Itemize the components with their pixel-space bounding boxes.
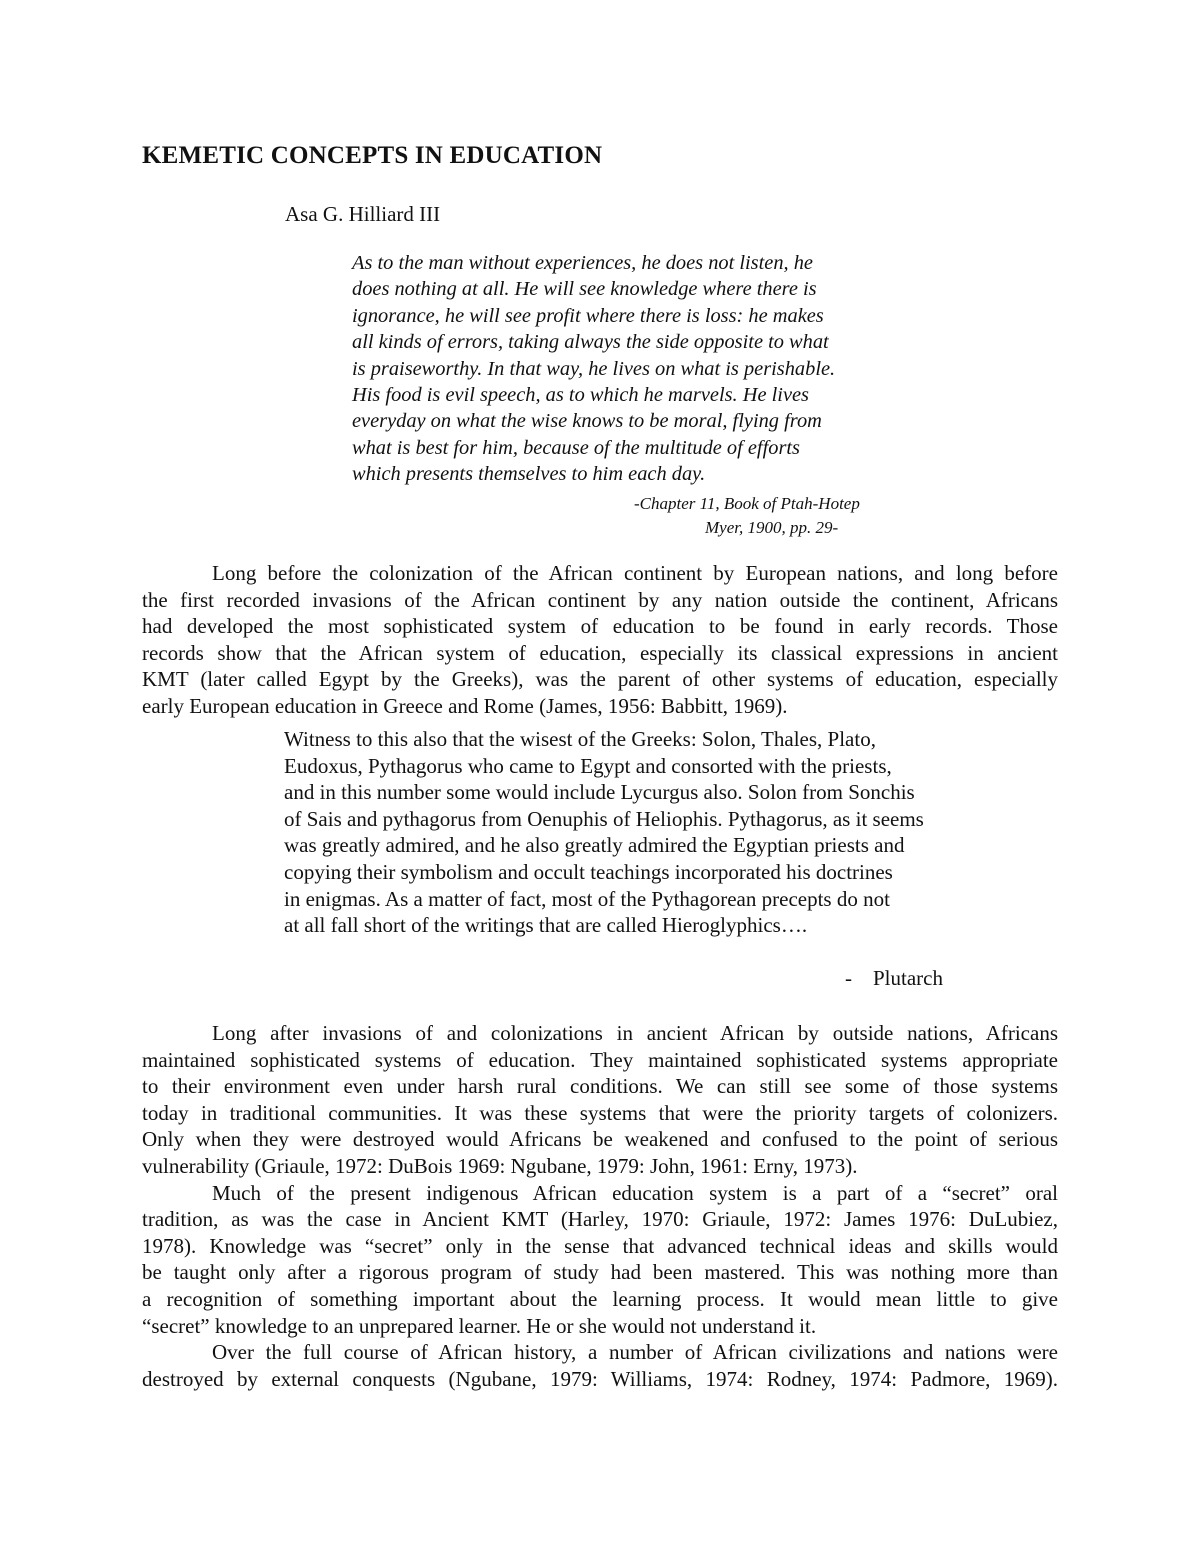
paragraph-line: 1978). Knowledge was “secret” only in the sense that advanced technical ideas and skills would [142, 1233, 1058, 1258]
epigraph-line: As to the man without experiences, he does not listen, he [352, 252, 813, 274]
epigraph-line: is praiseworthy. In that way, he lives on what is perishable. [352, 357, 836, 380]
paragraph-line: Only when they were destroyed would Africans be weakened and confused to the point of serious [142, 1127, 1058, 1152]
body-paragraphs-continued [142, 1020, 1058, 1392]
paragraph-line: the first recorded invasions of the African continent by any nation outside the continent, Africans [142, 587, 1058, 612]
paragraph-line: Much of the present indigenous African education system is a part of a “secret” oral [212, 1180, 1058, 1205]
paragraph-line: records show that the African system of education, especially its classical expressions in ancient [142, 640, 1058, 665]
epigraph-line: what is best for him, because of the multitude of efforts [352, 436, 800, 459]
quote-attribution: - Plutarch [845, 966, 943, 990]
paragraph-line: KMT (later called Egypt by the Greeks), was the parent of other systems of education, especially [142, 667, 1058, 692]
epigraph-citation-source: Myer, 1900, pp. 29- [705, 518, 839, 537]
paragraph-line: to their environment even under harsh rural conditions. We can still see some of those systems [142, 1074, 1058, 1099]
paragraph-line: a recognition of something important about the learning process. It would mean little to give [142, 1286, 1058, 1311]
paragraph-line: Over the full course of African history, a number of African civilizations and nations were [212, 1340, 1058, 1365]
document-title: KEMETIC CONCEPTS IN EDUCATION [142, 142, 603, 169]
epigraph [352, 250, 922, 488]
epigraph-line: His food is evil speech, as to which he marvels. He lives [352, 384, 809, 407]
block-quote [284, 726, 1004, 939]
paragraph-line: early European education in Greece and Rome (James, 1956: Babbitt, 1969). [142, 693, 788, 718]
quote-line: copying their symbolism and occult teachings incorporated his doctrines [284, 859, 893, 884]
paragraph-line: today in traditional communities. It was these systems that were the priority targets of colonizers. [142, 1100, 1058, 1125]
paragraph-line: maintained sophisticated systems of education. They maintained sophisticated systems appropriate [142, 1047, 1058, 1072]
quote-line: Eudoxus, Pythagorus who came to Egypt and consorted with the priests, [284, 753, 892, 778]
paragraph-line: Long before the colonization of the African continent by European nations, and long before [212, 561, 1058, 585]
quote-line: and in this number some would include Lycurgus also. Solon from Sonchis [284, 780, 915, 805]
paragraph-line: destroyed by external conquests (Ngubane, 1979: Williams, 1974: Rodney, 1974: Padmore, 1969). [142, 1366, 1058, 1391]
paragraph-line: “secret” knowledge to an unprepared learner. He or she would not understand it. [142, 1313, 817, 1338]
paragraph-line: tradition, as was the case in Ancient KMT (Harley, 1970: Griaule, 1972: James 1976: DuLubiez, [142, 1207, 1058, 1232]
quote-line: in enigmas. As a matter of fact, most of the Pythagorean precepts do not [284, 886, 890, 911]
paragraph-line: be taught only after a rigorous program of study had been mastered. This was nothing more than [142, 1260, 1058, 1285]
quote-line: was greatly admired, and he also greatly admired the Egyptian priests and [284, 833, 905, 858]
quote-line: of Sais and pythagorus from Oenuphis of Heliophis. Pythagorus, as it seems [284, 806, 924, 831]
epigraph-line: all kinds of errors, taking always the side opposite to what [352, 331, 829, 354]
epigraph-line: does nothing at all. He will see knowledge where there is [352, 278, 817, 301]
paragraph-line: vulnerability (Griaule, 1972: DuBois 1969: Ngubane, 1979: John, 1961: Erny, 1973). [142, 1153, 858, 1178]
author-name: Asa G. Hilliard III [285, 202, 441, 226]
quote-line: Witness to this also that the wisest of the Greeks: Solon, Thales, Plato, [284, 727, 876, 751]
epigraph-citation: -Chapter 11, Book of Ptah-Hotep [634, 494, 860, 513]
epigraph-line: which presents themselves to him each day. [352, 463, 706, 486]
epigraph-line: everyday on what the wise knows to be moral, flying from [352, 410, 822, 433]
quote-line: at all fall short of the writings that are called Hieroglyphics…. [284, 913, 808, 938]
paragraph-line: Long after invasions of and colonizations in ancient African by outside nations, Africans [212, 1021, 1058, 1045]
epigraph-line: ignorance, he will see profit where there is loss: he makes [352, 304, 824, 327]
body-paragraph-1 [142, 560, 1058, 720]
paragraph-line: had developed the most sophisticated system of education to be found in early records. Those [142, 614, 1058, 639]
